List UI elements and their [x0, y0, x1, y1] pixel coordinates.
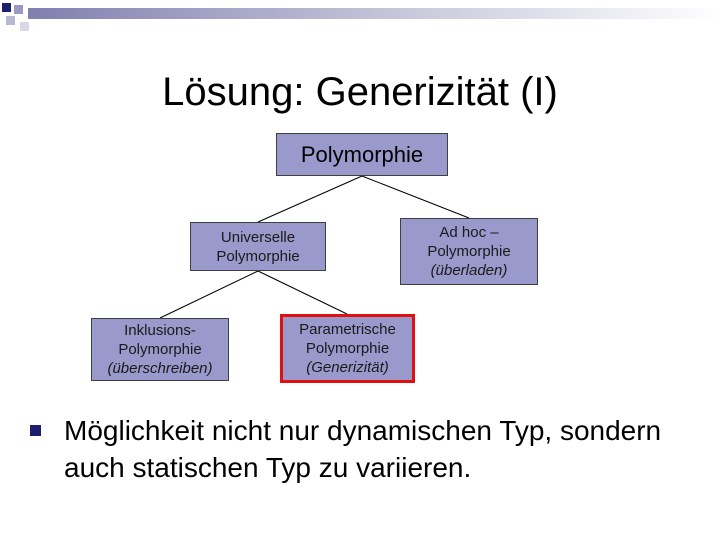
- node-parametrische-line2: Polymorphie: [305, 340, 390, 357]
- bullet-text: Möglichkeit nicht nur dynamischen Typ, sondern auch statischen Typ zu variieren.: [64, 415, 662, 483]
- node-adhoc-line2: Polymorphie: [427, 243, 511, 260]
- node-inklusions-line3: (überschreiben): [107, 360, 213, 377]
- square-bullet-icon: [30, 425, 41, 436]
- node-inklusions-polymorphie: [91, 318, 229, 381]
- node-polymorphie-label: Polymorphie: [300, 141, 424, 167]
- node-parametrische-polymorphie: [280, 314, 415, 383]
- slide-title: Lösung: Generizität (I): [162, 70, 558, 114]
- node-adhoc-line1: Ad hoc –: [439, 224, 499, 241]
- node-inklusions-line2: Polymorphie: [118, 341, 202, 358]
- node-polymorphie: [276, 133, 448, 176]
- node-parametrische-line1: Parametrische: [299, 321, 396, 338]
- node-universelle-polymorphie: [190, 222, 326, 271]
- node-inklusions-line1: Inklusions-: [124, 322, 196, 339]
- node-adhoc-polymorphie: [400, 218, 538, 285]
- node-universelle-line2: Polymorphie: [216, 247, 300, 265]
- bullet-item: [30, 412, 690, 486]
- node-universelle-line1: Universelle: [220, 228, 296, 246]
- node-parametrische-line3: (Generizität): [306, 359, 389, 376]
- node-adhoc-line3: (überladen): [430, 262, 508, 279]
